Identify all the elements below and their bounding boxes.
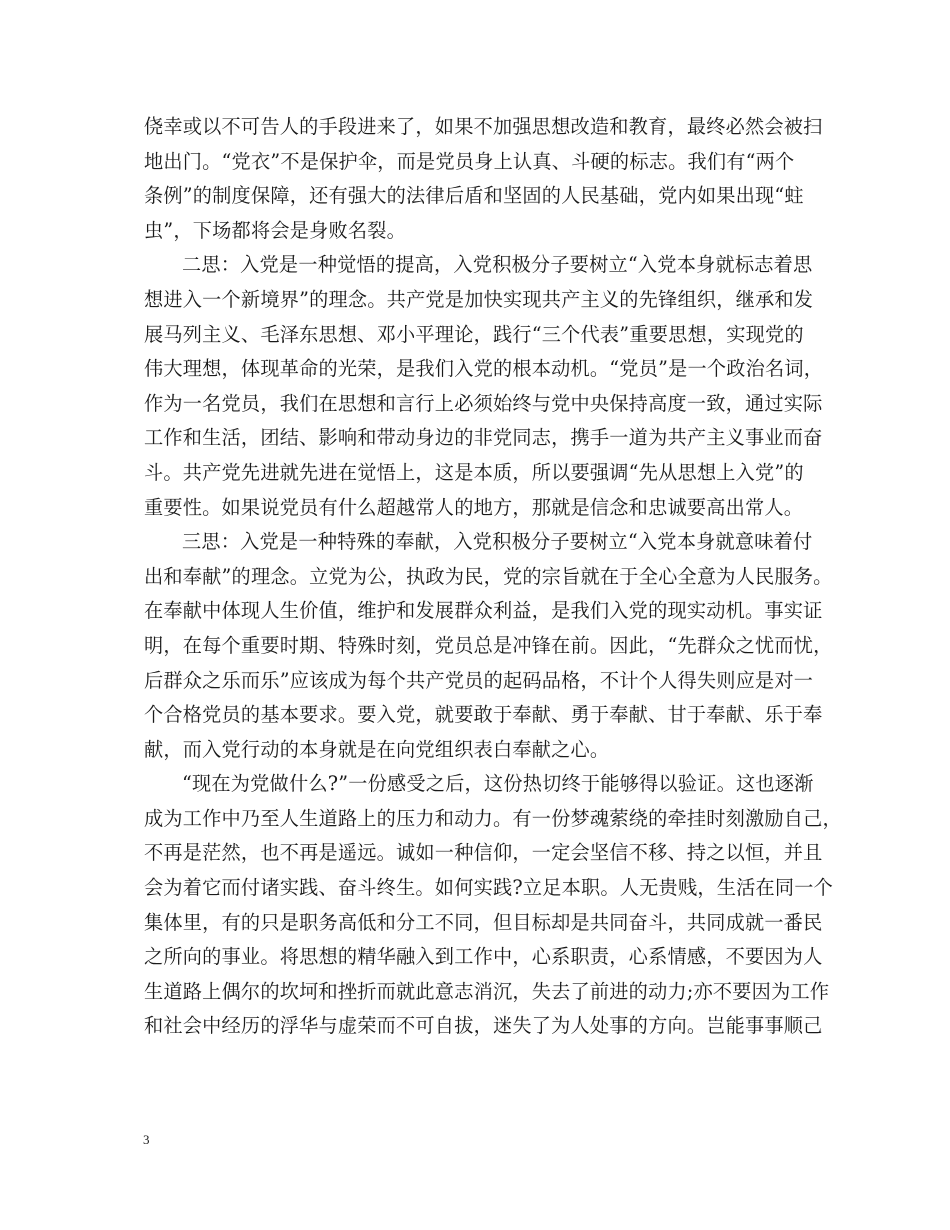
text-line: 和社会中经历的浮华与虚荣而不可自拔，迷失了为人处事的方向。岂能事事顺己	[144, 1014, 823, 1038]
text-line: 展马列主义、毛泽东思想、邓小平理论，践行“三个代表”重要思想，实现党的	[144, 322, 804, 346]
text-line: 个合格党员的基本要求。要入党，就要敢于奉献、勇于奉献、甘于奉献、乐于奉	[144, 703, 823, 727]
document-body	[144, 110, 842, 1044]
text-line: 工作和生活，团结、影响和带动身边的非党同志，携手一道为共产主义事业而奋	[144, 426, 823, 450]
paragraph-4	[144, 767, 842, 1044]
text-line: 不再是茫然，也不再是遥远。诚如一种信仰，一定会坚信不移、持之以恒，并且	[144, 841, 823, 865]
text-line: 斗。共产党先进就先进在觉悟上，这是本质，所以要强调“先从思想上入党”的	[144, 460, 804, 484]
text-line: 地出门。“党衣”不是保护伞，而是党员身上认真、斗硬的标志。我们有“两个	[144, 149, 795, 173]
text-line: 献，而入党行动的本身就是在向党组织表白奉献之心。	[144, 737, 610, 761]
text-line: 明，在每个重要时期、特殊时刻，党员总是冲锋在前。因此，“先群众之忧而忧，	[144, 633, 833, 657]
paragraph-1	[144, 110, 826, 248]
text-line: 虫”，下场都将会是身败名裂。	[144, 218, 407, 242]
text-line: 成为工作中乃至人生道路上的压力和动力。有一份梦魂萦绕的牵挂时刻激励自己，	[144, 806, 842, 830]
text-line: 重要性。如果说党员有什么超越常人的地方，那就是信念和忠诚要高出常人。	[144, 495, 804, 519]
text-line: 伟大理想，体现革命的光荣，是我们入党的根本动机。“党员”是一个政治名词，	[144, 357, 824, 381]
text-line: 生道路上偶尔的坎坷和挫折而就此意志消沉，失去了前进的动力;亦不要因为工作	[144, 979, 830, 1003]
text-line: 条例”的制度保障，还有强大的法律后盾和坚固的人民基础，党内如果出现“蛀	[144, 184, 804, 208]
text-line: 作为一名党员，我们在思想和言行上必须始终与党中央保持高度一致，通过实际	[144, 391, 823, 415]
text-line: 二思：入党是一种觉悟的提高，入党积极分子要树立“入党本身就标志着思	[182, 253, 813, 277]
text-line: 侥幸或以不可告人的手段进来了，如果不加强思想改造和教育，最终必然会被扫	[144, 115, 823, 138]
text-line: 出和奉献”的理念。立党为公，执政为民，党的宗旨就在于全心全意为人民服务。	[144, 564, 833, 588]
text-line: 集体里，有的只是职务高低和分工不同，但目标却是共同奋斗，共同成就一番民	[144, 910, 823, 934]
page-number: 3	[143, 1132, 150, 1147]
text-line: 三思：入党是一种特殊的奉献，入党积极分子要树立“入党本身就意味着付	[182, 530, 813, 554]
text-line: “现在为党做什么?”一份感受之后，这份热切终于能够得以验证。这也逐渐	[182, 772, 814, 796]
text-line: 之所向的事业。将思想的精华融入到工作中，心系职责，心系情感，不要因为人	[144, 945, 823, 969]
paragraph-3	[144, 525, 833, 767]
text-line: 后群众之乐而乐”应该成为每个共产党员的起码品格，不计个人得失则应是对一	[144, 668, 814, 692]
text-line: 想进入一个新境界”的理念。共产党是加快实现共产主义的先锋组织，继承和发	[144, 287, 814, 311]
text-line: 会为着它而付诸实践、奋斗终生。如何实践?立足本职。人无贵贱，生活在同一个	[144, 876, 834, 900]
paragraph-2	[144, 248, 826, 525]
text-line: 在奉献中体现人生价值，维护和发展群众利益，是我们入党的现实动机。事实证	[144, 599, 823, 623]
